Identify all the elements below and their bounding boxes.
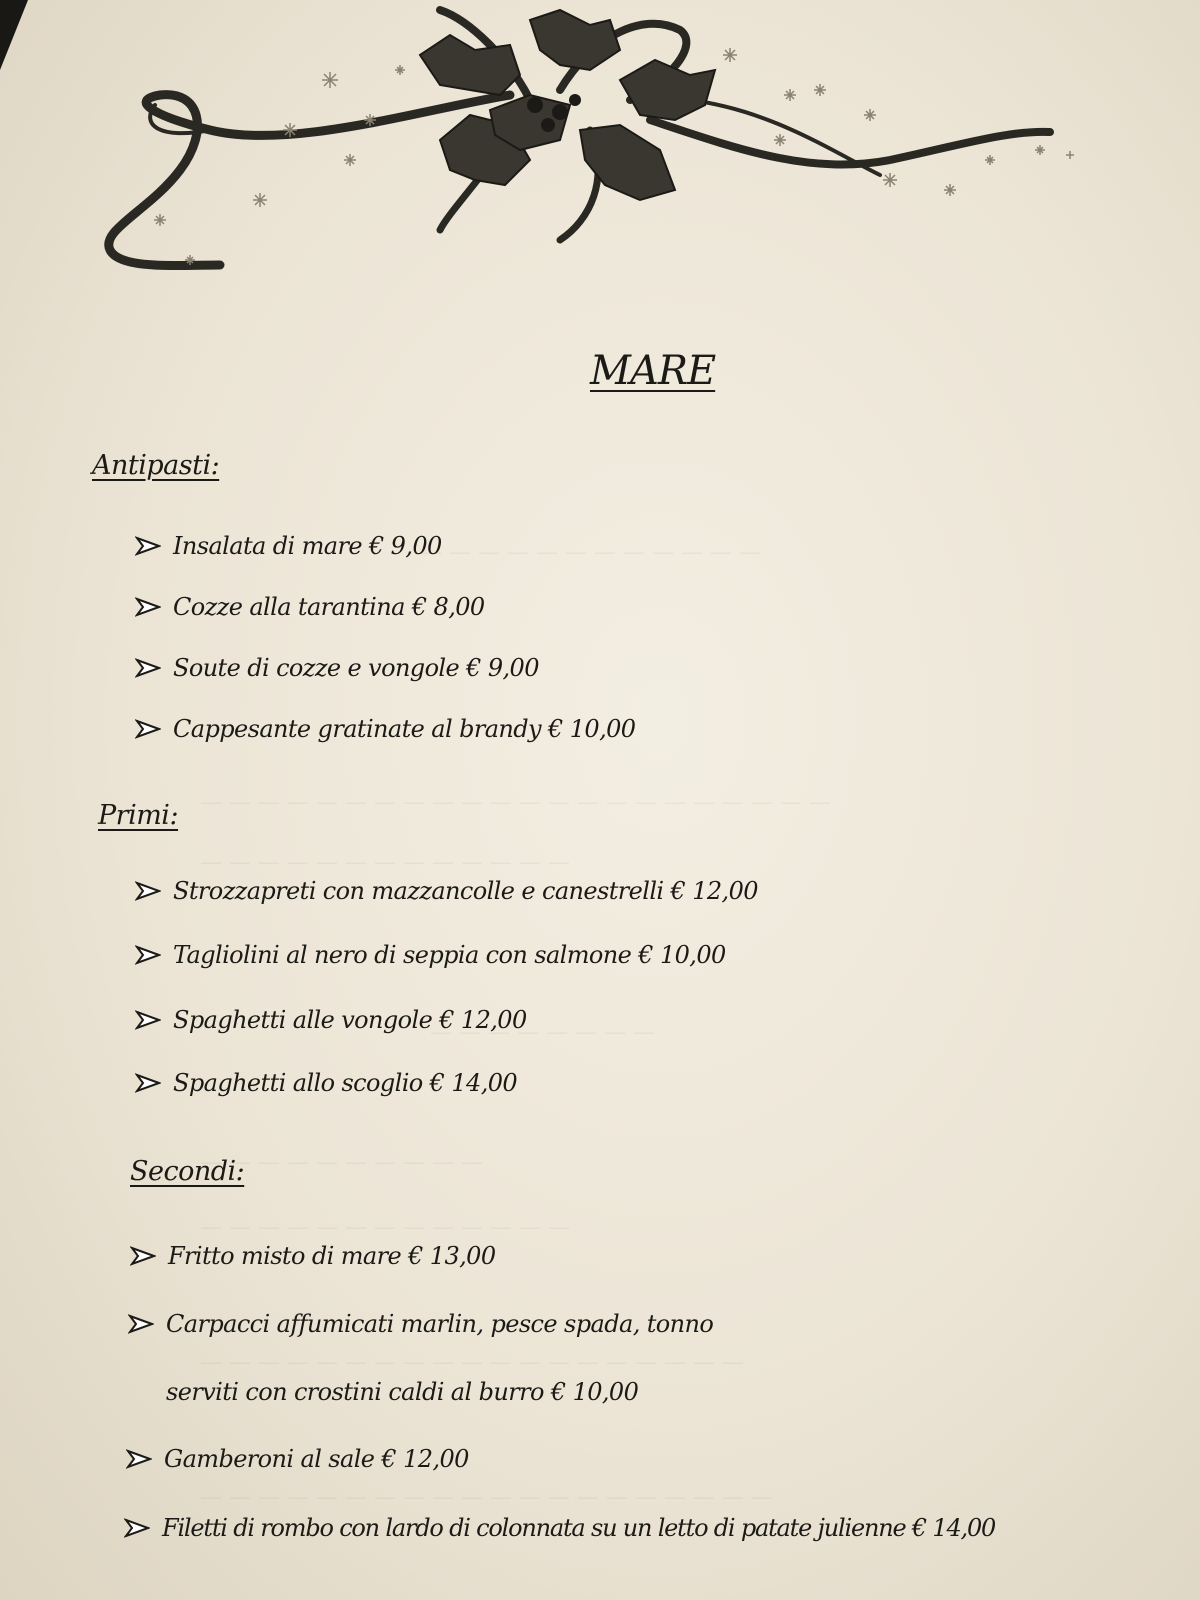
- menu-item-text: Filetti di rombo con lardo di colonnata su un letto di patate julienne € 14,00: [162, 1514, 996, 1542]
- arrowhead-bullet-icon: [135, 1073, 161, 1093]
- menu-item: [128, 1310, 713, 1338]
- arrowhead-bullet-icon: [135, 1010, 161, 1030]
- menu-item-continuation: serviti con crostini caldi al burro € 10,00: [166, 1378, 639, 1406]
- arrowhead-bullet-icon: [126, 1449, 152, 1469]
- menu-item: [126, 1445, 469, 1473]
- menu-item-text: Spaghetti allo scoglio € 14,00: [173, 1069, 518, 1097]
- menu-item: [135, 1006, 527, 1034]
- menu-item: [135, 877, 758, 905]
- menu-item: [124, 1514, 995, 1542]
- arrowhead-bullet-icon: [135, 536, 161, 556]
- menu-item-text: Soute di cozze e vongole € 9,00: [173, 654, 539, 682]
- menu-title: MARE: [590, 348, 716, 394]
- bleed-through-line: [200, 790, 831, 815]
- section-heading-antipasti: Antipasti:: [92, 450, 220, 481]
- arrowhead-bullet-icon: [130, 1246, 156, 1266]
- menu-item-text: Fritto misto di mare € 13,00: [168, 1242, 496, 1270]
- page-corner-shadow: [0, 0, 28, 70]
- menu-item-text: Gamberoni al sale € 12,00: [164, 1445, 469, 1473]
- menu-item: [130, 1242, 496, 1270]
- menu-item: [135, 593, 485, 621]
- arrowhead-bullet-icon: [135, 945, 161, 965]
- bleed-through-line: [200, 1215, 570, 1240]
- arrowhead-bullet-icon: [135, 658, 161, 678]
- arrowhead-bullet-icon: [135, 719, 161, 739]
- menu-item-text: Cappesante gratinate al brandy € 10,00: [173, 715, 636, 743]
- section-heading-primi: Primi:: [98, 800, 179, 831]
- menu-item: [135, 1069, 517, 1097]
- menu-item: [135, 715, 635, 743]
- menu-item-text: Cozze alla tarantina € 8,00: [173, 593, 485, 621]
- arrowhead-bullet-icon: [124, 1518, 150, 1538]
- menu-item: [135, 654, 539, 682]
- holly-ribbon-ornament: [90, 0, 1090, 300]
- menu-item: [135, 941, 726, 969]
- bleed-through-line: [200, 1485, 773, 1510]
- menu-item-text: Carpacci affumicati marlin, pesce spada, tonno: [166, 1310, 714, 1338]
- arrowhead-bullet-icon: [135, 881, 161, 901]
- menu-item: [135, 532, 442, 560]
- bleed-through-line: [200, 850, 570, 875]
- bleed-through-line: [420, 540, 761, 565]
- arrowhead-bullet-icon: [135, 597, 161, 617]
- section-heading-secondi: Secondi:: [130, 1156, 245, 1187]
- menu-item-text: Insalata di mare € 9,00: [173, 532, 442, 560]
- arrowhead-bullet-icon: [128, 1314, 154, 1334]
- menu-item-text: Tagliolini al nero di seppia con salmone € 10,00: [173, 941, 726, 969]
- bleed-through-line: [200, 1350, 744, 1375]
- menu-item-text: Spaghetti alle vongole € 12,00: [173, 1006, 527, 1034]
- menu-item-text: Strozzapreti con mazzancolle e canestrelli € 12,00: [173, 877, 758, 905]
